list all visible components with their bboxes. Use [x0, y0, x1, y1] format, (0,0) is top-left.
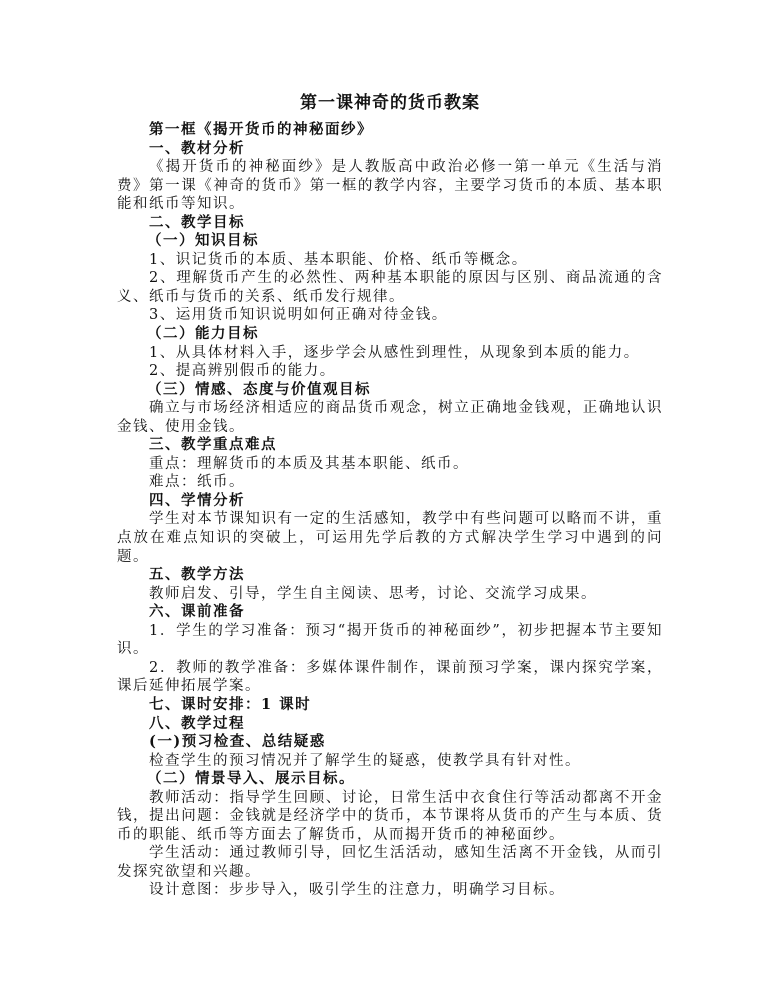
paragraph: 1．学生的学习准备：预习“揭开货币的神秘面纱”，初步把握本节主要知识。 [117, 622, 663, 658]
paragraph: 2、理解货币产生的必然性、两种基本职能的原因与区别、商品流通的含义、纸币与货币的关系、纸币发行规律。 [117, 270, 663, 305]
paragraph: 教师启发、引导，学生自主阅读、思考，讨论、交流学习成果。 [149, 585, 597, 602]
document-page [117, 92, 663, 900]
paragraph: 学生对本节课知识有一定的生活感知，教学中有些问题可以略而不讲，重点放在难点知识的突破上，可运用先学后教的方式解决学生学习中遇到的问题。 [117, 511, 663, 565]
paragraph: 重点：理解货币的本质及其基本职能、纸币。 [149, 455, 469, 472]
paragraph: 学生活动：通过教师引导，回忆生活活动，感知生活离不开金钱，从而引发探究欲望和兴趣。 [117, 845, 663, 880]
paragraph: 难点：纸币。 [149, 474, 245, 491]
section-heading: 七、课时安排：1 课时 [149, 695, 312, 713]
document-title: 第一课神奇的货币教案 [300, 93, 480, 113]
paragraph: 1、识记货币的本质、基本职能、价格、纸币等概念。 [149, 251, 528, 268]
paragraph: 设计意图：步步导入，吸引学生的注意力，明确学习目标。 [149, 882, 565, 899]
section-heading: （二）情景导入、展示目标。 [147, 770, 355, 788]
section-heading: （一）知识目标 [147, 232, 259, 250]
section-heading: 四、学情分析 [149, 491, 245, 509]
section-heading: 二、教学目标 [149, 213, 245, 231]
section-heading: （三）情感、态度与价值观目标 [147, 380, 371, 398]
paragraph: 1、从具体材料入手，逐步学会从感性到理性，从现象到本质的能力。 [149, 344, 640, 361]
section-heading: 六、课前准备 [149, 603, 245, 621]
paragraph: 2、提高辨别假币的能力。 [149, 363, 336, 380]
document-body [117, 121, 663, 900]
paragraph: 3、运用货币知识说明如何正确对待金钱。 [149, 307, 448, 324]
paragraph: 2．教师的教学准备：多媒体课件制作，课前预习学案，课内探究学案，课后延伸拓展学案。 [117, 659, 663, 695]
paragraph: 《揭开货币的神秘面纱》是人教版高中政治必修一第一单元《生活与消费》第一课《神奇的货币》第一框的教学内容，主要学习货币的本质、基本职能和纸币等知识。 [117, 159, 663, 213]
section-heading: 八、教学过程 [149, 714, 245, 732]
section-heading: 第一框《揭开货币的神秘面纱》 [149, 121, 373, 138]
section-heading: (一)预习检查、总结疑惑 [149, 733, 326, 751]
section-heading: 五、教学方法 [149, 566, 245, 584]
paragraph: 检查学生的预习情况并了解学生的疑惑，使教学具有针对性。 [149, 752, 581, 769]
section-heading: 三、教学重点难点 [149, 436, 277, 454]
paragraph: 教师活动：指导学生回顾、讨论，日常生活中衣食住行等活动都离不开金钱，提出问题：金钱就是经济学中的货币，本节课将从货币的产生与本质、货币的职能、纸币等方面去了解货币，从而揭开货币的神秘面纱。 [117, 789, 663, 843]
section-heading: （二）能力目标 [147, 325, 259, 343]
section-heading: 一、教材分析 [149, 139, 245, 157]
paragraph: 确立与市场经济相适应的商品货币观念，树立正确地金钱观，正确地认识金钱、使用金钱。 [117, 400, 663, 435]
